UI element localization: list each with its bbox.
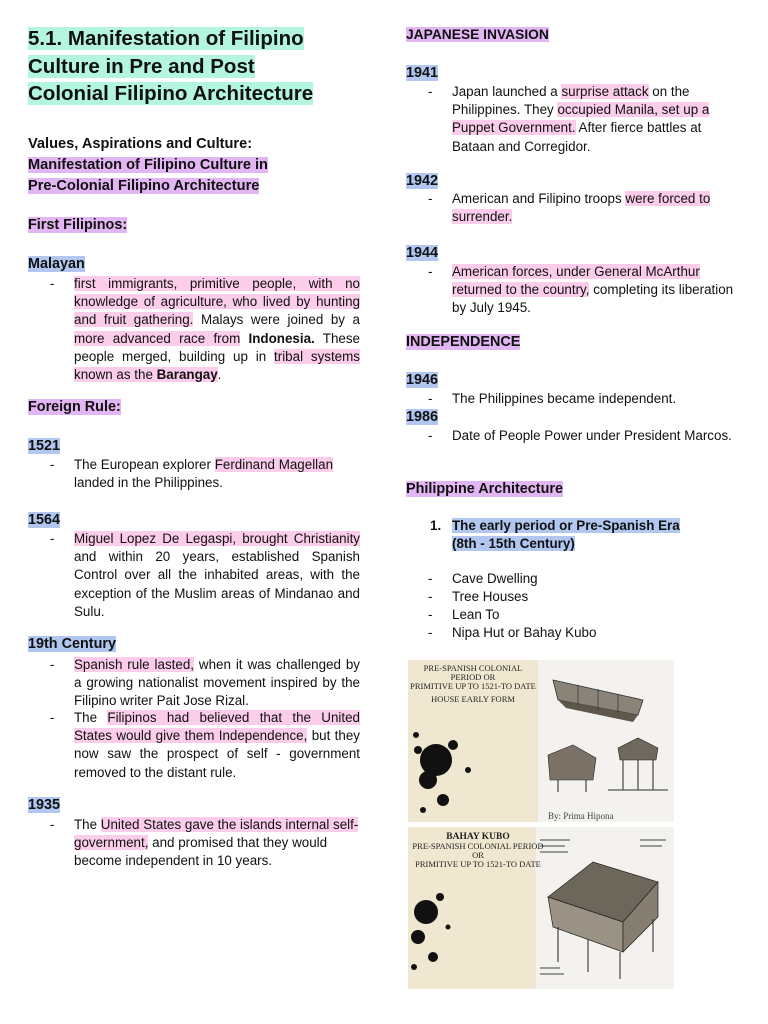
bullet-1564: - Miguel Lopez De Legaspi, brought Christianity and within 20 years, established Spanish Control over all the inhabited areas, with the exception of the Muslim areas of Mindanao and Sulu. xyxy=(50,531,360,619)
year-1564: 1564 xyxy=(28,512,61,528)
image1-text: PRE-SPANISH COLONIAL PERIOD OR PRIMITIVE UP TO 1521-TO DATE HOUSE EARLY FORM xyxy=(410,663,536,704)
list-item: - Tree Houses xyxy=(428,589,529,604)
values-heading: Values, Aspirations and Culture: xyxy=(28,136,253,152)
year-1986: 1986 xyxy=(406,409,439,425)
early-period-item: 1. The early period or Pre-Spanish Era (8th - 15th Century) xyxy=(430,518,680,552)
bullet-19th-1: - Spanish rule lasted, when it was challenged by a growing nationalist movement inspired by the Filipino writer Pait Jose Rizal. xyxy=(50,657,360,709)
manifest-heading: Manifestation of Filipino Culture in Pre-Colonial Filipino Architecture xyxy=(28,157,268,194)
year-1935: 1935 xyxy=(28,797,61,813)
year-1942: 1942 xyxy=(406,173,439,189)
year-1521: 1521 xyxy=(28,438,61,454)
malayan-heading: Malayan xyxy=(28,256,85,272)
foreign-rule-heading: Foreign Rule: xyxy=(28,399,121,415)
list-item: - Cave Dwelling xyxy=(428,571,538,586)
image2-text: BAHAY KUBO PRE-SPANISH COLONIAL PERIOD OR PRIMITIVE UP TO 1521-TO DATE xyxy=(412,832,544,869)
year-19th-century: 19th Century xyxy=(28,636,116,652)
independence-heading: INDEPENDENCE xyxy=(406,334,521,350)
bullet-1521: - The European explorer Ferdinand Magellan landed in the Philippines. xyxy=(50,457,334,491)
bullet-1986: - Date of People Power under President Marcos. xyxy=(428,428,732,443)
philippine-architecture-heading: Philippine Architecture xyxy=(406,481,563,497)
japanese-invasion-heading: JAPANESE INVASION xyxy=(406,27,549,42)
year-1946: 1946 xyxy=(406,372,439,388)
list-item: - Nipa Hut or Bahay Kubo xyxy=(428,625,597,640)
bullet-19th-2: - The Filipinos had believed that the United States would give them Independence, but they now saw the prospect of self - government removed to the distant rule. xyxy=(50,710,360,780)
dwellings-list xyxy=(406,570,736,642)
early-house-image xyxy=(408,660,674,822)
bullet-1942: - American and Filipino troops were forced to surrender. xyxy=(428,191,711,225)
list-item: - Lean To xyxy=(428,607,500,622)
image1-caption: By: Prima Hipona xyxy=(548,811,614,821)
page-title: 5.1. Manifestation of Filipino Culture in Pre and Post Colonial Filipino Architecture xyxy=(28,27,314,105)
year-1944: 1944 xyxy=(406,245,439,261)
bahay-kubo-image xyxy=(408,827,674,989)
bullet-1935: - The United States gave the islands internal self-government, and promised that they would become independent in 10 years. xyxy=(50,817,359,869)
first-filipinos-heading: First Filipinos: xyxy=(28,217,128,233)
malayan-bullet: - first immigrants, primitive people, with no knowledge of agriculture, who lived by hunting and fruit gathering. Malays were joined by a more advanced race from Indonesia. These people merged, building up in tribal systems known as the Barangay. xyxy=(50,276,360,383)
bullet-1944: - American forces, under General McArthur returned to the country, completing its liberation by July 1945. xyxy=(428,264,734,316)
bullet-1941: - Japan launched a surprise attack on the Philippines. They occupied Manila, set up a Puppet Government. After fierce battles at Bataan and Corregidor. xyxy=(428,84,710,154)
bullet-1946: - The Philippines became independent. xyxy=(428,391,677,406)
year-1941: 1941 xyxy=(406,65,439,81)
